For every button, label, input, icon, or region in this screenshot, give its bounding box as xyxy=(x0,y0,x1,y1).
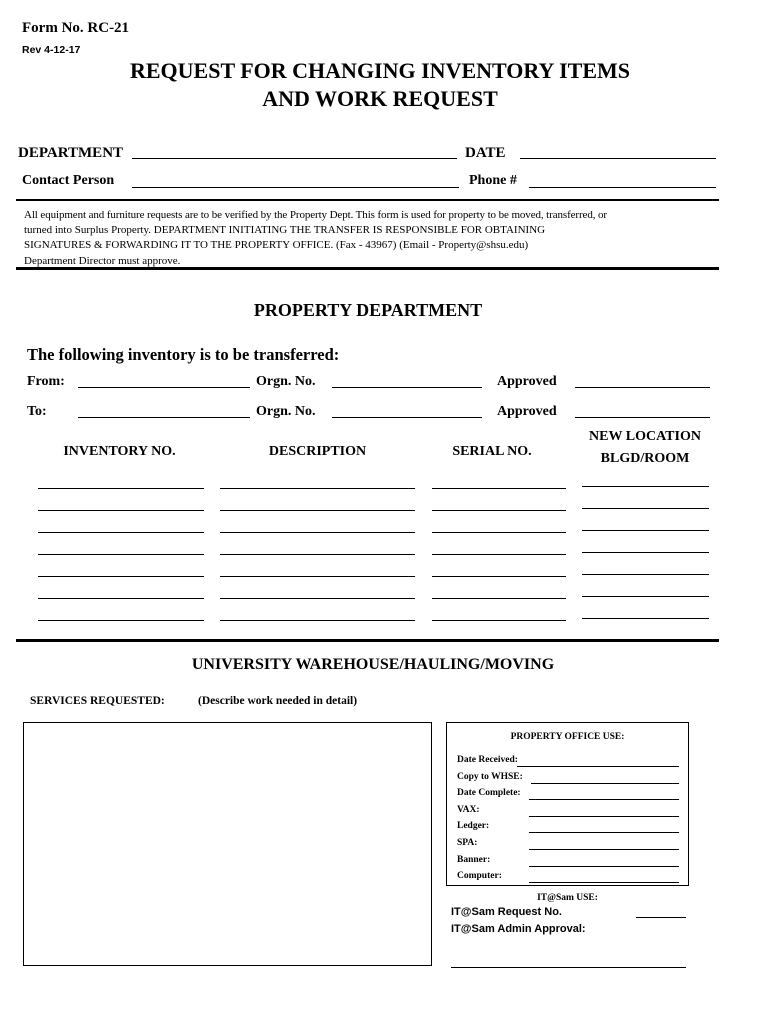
services-hint: (Describe work needed in detail) xyxy=(198,695,358,707)
it-sam-request-field[interactable] xyxy=(636,917,686,918)
form-title-line2: AND WORK REQUEST xyxy=(262,86,498,111)
new-location-field[interactable] xyxy=(582,530,709,531)
from-approved-field[interactable] xyxy=(575,387,710,388)
property-office-use-box xyxy=(446,722,689,886)
it-sam-admin-field[interactable] xyxy=(451,967,686,968)
from-label: From: xyxy=(27,374,65,389)
notice-line: SIGNATURES & FORWARDING IT TO THE PROPERTY OFFICE. (Fax - 43967) (Email - Property@shsu.edu) xyxy=(24,239,529,251)
property-department-heading: PROPERTY DEPARTMENT xyxy=(253,300,483,320)
date-field[interactable] xyxy=(520,158,716,159)
department-field[interactable] xyxy=(132,158,457,159)
new-location-field[interactable] xyxy=(582,574,709,575)
new-location-field[interactable] xyxy=(582,552,709,553)
to-orgn-label: Orgn. No. xyxy=(256,404,316,419)
department-label: DEPARTMENT xyxy=(18,145,124,161)
serial-no-field[interactable] xyxy=(432,510,566,511)
description-header: DESCRIPTION xyxy=(268,444,367,459)
contact-person-label: Contact Person xyxy=(22,173,115,188)
description-field[interactable] xyxy=(220,576,415,577)
description-field[interactable] xyxy=(220,598,415,599)
phone-field[interactable] xyxy=(529,187,716,188)
office-use-field-line[interactable] xyxy=(529,866,679,867)
inventory-no-field[interactable] xyxy=(38,532,204,533)
inventory-no-field[interactable] xyxy=(38,598,204,599)
serial-no-field[interactable] xyxy=(432,576,566,577)
revision-date: Rev 4-12-17 xyxy=(22,44,81,56)
description-field[interactable] xyxy=(220,510,415,511)
from-orgn-label: Orgn. No. xyxy=(256,374,316,389)
contact-person-field[interactable] xyxy=(132,187,459,188)
new-location-field[interactable] xyxy=(582,596,709,597)
to-label: To: xyxy=(27,404,47,419)
description-field[interactable] xyxy=(220,620,415,621)
office-use-field-label: Computer: xyxy=(457,871,502,882)
services-requested-label: SERVICES REQUESTED: xyxy=(30,695,165,707)
section-rule xyxy=(16,639,719,642)
office-use-field-label: Ledger: xyxy=(457,821,490,832)
from-orgn-field[interactable] xyxy=(332,387,482,388)
to-orgn-field[interactable] xyxy=(332,417,482,418)
warehouse-heading: UNIVERSITY WAREHOUSE/HAULING/MOVING xyxy=(191,656,555,673)
inventory-no-field[interactable] xyxy=(38,620,204,621)
office-use-field-line[interactable] xyxy=(517,766,679,767)
serial-no-field[interactable] xyxy=(432,598,566,599)
office-use-field-line[interactable] xyxy=(529,849,679,850)
inventory-no-field[interactable] xyxy=(38,554,204,555)
it-sam-admin-label: IT@Sam Admin Approval: xyxy=(451,923,586,935)
it-sam-use-title: IT@Sam USE: xyxy=(537,893,598,903)
serial-no-field[interactable] xyxy=(432,554,566,555)
notice-line: Department Director must approve. xyxy=(24,255,181,267)
office-use-field-label: Copy to WHSE: xyxy=(457,771,523,782)
form-title-line1: REQUEST FOR CHANGING INVENTORY ITEMS xyxy=(129,58,631,83)
inventory-no-field[interactable] xyxy=(38,488,204,489)
serial-no-field[interactable] xyxy=(432,532,566,533)
office-use-field-label: Date Received: xyxy=(457,755,518,765)
office-use-field-label: SPA: xyxy=(457,838,478,848)
to-field[interactable] xyxy=(78,417,250,418)
office-use-field-line[interactable] xyxy=(529,882,679,883)
office-use-field-line[interactable] xyxy=(529,799,679,800)
property-office-use-title: PROPERTY OFFICE USE: xyxy=(510,732,625,742)
serial-no-header: SERIAL NO. xyxy=(452,444,532,459)
inventory-no-header: INVENTORY NO. xyxy=(63,444,176,459)
new-location-field[interactable] xyxy=(582,618,709,619)
to-approved-field[interactable] xyxy=(575,417,710,418)
transfer-subheading: The following inventory is to be transferred: xyxy=(27,345,340,364)
blgd-room-header: BLGD/ROOM xyxy=(600,451,690,466)
office-use-field-label: Date Complete: xyxy=(457,788,521,799)
office-use-field-line[interactable] xyxy=(531,783,679,784)
office-use-field-label: Banner: xyxy=(457,854,491,865)
services-description-box[interactable] xyxy=(23,722,432,966)
phone-label: Phone # xyxy=(469,173,517,188)
it-sam-request-label: IT@Sam Request No. xyxy=(451,906,562,918)
description-field[interactable] xyxy=(220,488,415,489)
from-field[interactable] xyxy=(78,387,250,388)
section-divider xyxy=(16,199,719,201)
notice-line: All equipment and furniture requests are to be verified by the Property Dept. This form is used for property to be moved, transferred, or xyxy=(24,209,607,221)
inventory-no-field[interactable] xyxy=(38,576,204,577)
section-rule xyxy=(16,267,719,270)
to-approved-label: Approved xyxy=(497,404,557,419)
from-approved-label: Approved xyxy=(497,374,557,389)
serial-no-field[interactable] xyxy=(432,620,566,621)
new-location-field[interactable] xyxy=(582,486,709,487)
office-use-field-line[interactable] xyxy=(529,832,679,833)
serial-no-field[interactable] xyxy=(432,488,566,489)
form-number: Form No. RC-21 xyxy=(22,20,130,36)
description-field[interactable] xyxy=(220,532,415,533)
office-use-field-line[interactable] xyxy=(529,816,679,817)
office-use-field-label: VAX: xyxy=(457,804,480,815)
description-field[interactable] xyxy=(220,554,415,555)
new-location-field[interactable] xyxy=(582,508,709,509)
inventory-no-field[interactable] xyxy=(38,510,204,511)
notice-line: turned into Surplus Property. DEPARTMENT INITIATING THE TRANSFER IS RESPONSIBLE FOR OBTAINING xyxy=(24,224,546,236)
date-label: DATE xyxy=(465,145,506,161)
new-location-header: NEW LOCATION xyxy=(589,429,701,444)
